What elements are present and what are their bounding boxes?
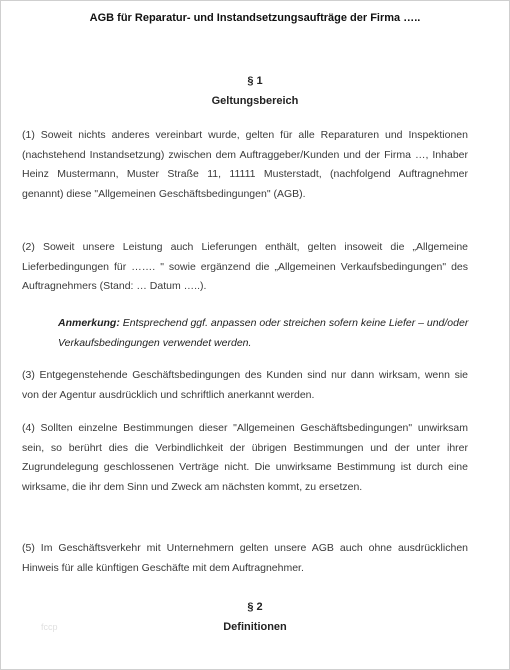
section-1-paragraph-5: (5) Im Geschäftsverkehr mit Unternehmern gelten unsere AGB auch ohne ausdrücklichen Hinweis für alle künftigen Geschäfte mit dem Auftragnehmer. — [22, 542, 468, 574]
section-2-number: § 2 — [247, 601, 263, 613]
section-1-heading: Geltungsbereich — [211, 95, 299, 107]
section-2-heading: Definitionen — [223, 621, 287, 633]
section-1-paragraph-4: (4) Sollten einzelne Bestimmungen dieser "Allgemeinen Geschäftsbedingungen" unwirksam sein, so berührt dies die Verbindlichkeit der übrigen Bestimmungen und der unter ihrer Zugrundelegung geschlossenen Verträge nicht. Die unwirksame Bestimmung ist durch eine wirksame, die ihr dem Sinn und Zweck am nächsten kommt, zu ersetzen. — [22, 422, 468, 493]
section-1-paragraph-1: (1) Soweit nichts anderes vereinbart wurde, gelten für alle Reparaturen und Inspektionen (nachstehend Instandsetzung) zwischen dem Auftraggeber/Kunden und der Firma …, Inhaber Heinz Mustermann, Muster Straße 11, 11111 Musterstadt, (nachfolgend Auftragnehmer genannt) diese "Allgemeinen Geschäftsbedingungen" (AGB). — [22, 129, 468, 200]
section-1-paragraph-3: (3) Entgegenstehende Geschäftsbedingungen des Kunden sind nur dann wirksam, wenn sie von der Agentur ausdrücklich und schriftlich anerkannt werden. — [22, 369, 468, 401]
document-title: AGB für Reparatur- und Instandsetzungsaufträge der Firma ….. — [89, 12, 421, 24]
section-1-note — [58, 314, 470, 353]
section-1-paragraph-2: (2) Soweit unsere Leistung auch Lieferungen enthält, gelten insoweit die „Allgemeine Lieferbedingungen für ……. " sowie ergänzend die „Allgemeinen Verkaufsbedingungen" des Auftragnehmers (Stand: … Datum …..). — [22, 241, 468, 293]
note-text: Entsprechend ggf. anpassen oder streichen sofern keine Liefer – und/oder Verkaufsbedingungen verwendet werden. — [58, 317, 469, 349]
watermark: fccp — [41, 622, 58, 632]
note-label: Anmerkung: — [58, 317, 120, 329]
section-1-number: § 1 — [247, 75, 263, 87]
